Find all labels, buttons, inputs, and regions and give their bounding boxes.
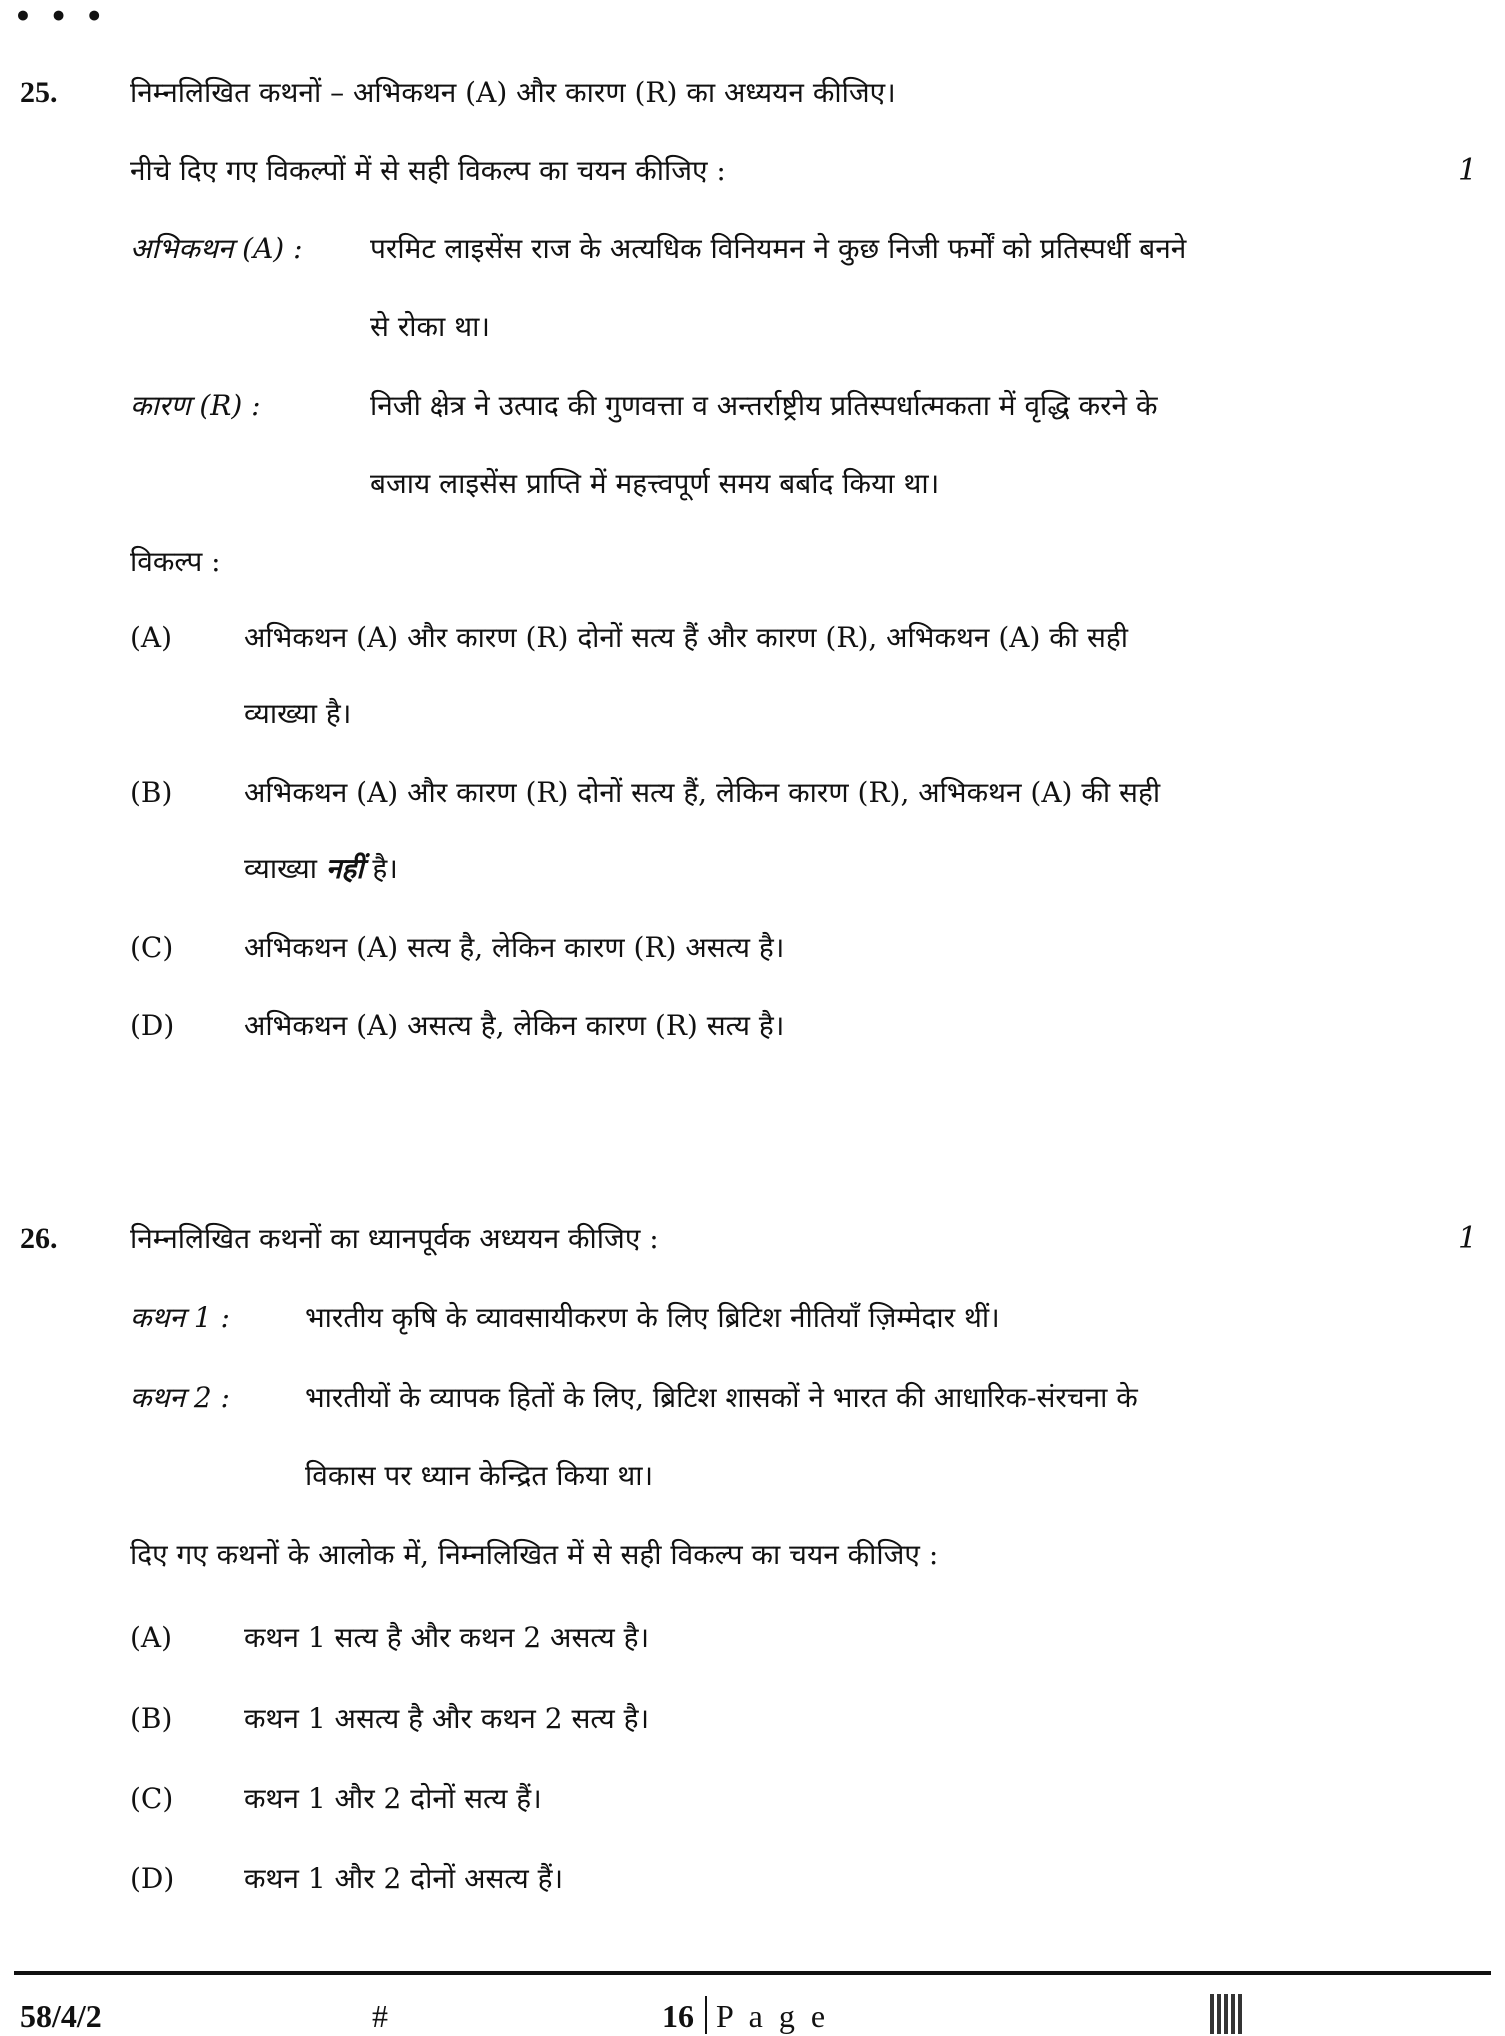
option-text: अभिकथन (A) सत्य है, लेकिन कारण (R) असत्य है। — [244, 931, 785, 964]
option-text — [244, 851, 398, 887]
paper-code: 58/4/2 — [20, 1998, 102, 2034]
statement2-text: विकास पर ध्यान केन्द्रित किया था। — [305, 1459, 654, 1492]
option-key: (C) — [130, 931, 174, 964]
ellipsis-marker: • • • — [14, 0, 108, 33]
option-text: अभिकथन (A) असत्य है, लेकिन कारण (R) सत्य है। — [244, 1009, 785, 1042]
marks: 1 — [1458, 1221, 1478, 1256]
question-instruction: दिए गए कथनों के आलोक में, निम्नलिखित में से सही विकल्प का चयन कीजिए : — [130, 1538, 939, 1571]
option-text-part: है। — [363, 852, 398, 885]
option-text: व्याख्या है। — [244, 697, 352, 730]
option-text: अभिकथन (A) और कारण (R) दोनों सत्य हैं, लेकिन कारण (R), अभिकथन (A) की सही — [244, 776, 1161, 809]
emphasis-not: नहीं — [325, 852, 364, 885]
qr-code-icon — [1210, 1994, 1244, 2034]
question-instruction: नीचे दिए गए विकल्पों में से सही विकल्प का चयन कीजिए : — [130, 154, 726, 187]
option-key: (C) — [130, 1782, 174, 1815]
footer-divider — [14, 1971, 1491, 1975]
statement1-text: भारतीय कृषि के व्यावसायीकरण के लिए ब्रिटिश नीतियाँ ज़िम्मेदार थीं। — [305, 1301, 1000, 1334]
marks: 1 — [1458, 153, 1478, 188]
page-label: P a g e — [716, 1998, 830, 2034]
question-number: 26. — [20, 1222, 58, 1255]
option-text: कथन 1 असत्य है और कथन 2 सत्य है। — [244, 1702, 650, 1735]
statement1-label: कथन 1 : — [130, 1301, 230, 1334]
reason-text: निजी क्षेत्र ने उत्पाद की गुणवत्ता व अन्तर्राष्ट्रीय प्रतिस्पर्धात्मकता में वृद्धि करने के — [370, 389, 1158, 422]
option-key: (B) — [130, 1702, 173, 1735]
option-key: (B) — [130, 776, 173, 809]
statement2-label: कथन 2 : — [130, 1381, 230, 1414]
reason-label: कारण (R) : — [130, 389, 261, 422]
question-number: 25. — [20, 76, 58, 109]
option-key: (A) — [130, 1621, 173, 1654]
page-number: 16 — [662, 1998, 694, 2034]
option-text: अभिकथन (A) और कारण (R) दोनों सत्य हैं और कारण (R), अभिकथन (A) की सही — [244, 621, 1129, 654]
assertion-text: से रोका था। — [370, 310, 490, 343]
option-key: (D) — [130, 1009, 175, 1042]
option-text: कथन 1 और 2 दोनों असत्य हैं। — [244, 1862, 564, 1895]
reason-text: बजाय लाइसेंस प्राप्ति में महत्त्वपूर्ण समय बर्बाद किया था। — [370, 467, 940, 500]
hash-mark: # — [372, 1998, 388, 2034]
option-text: कथन 1 और 2 दोनों सत्य हैं। — [244, 1782, 542, 1815]
assertion-label: अभिकथन (A) : — [130, 232, 303, 265]
option-key: (D) — [130, 1862, 175, 1895]
assertion-text: परमिट लाइसेंस राज के अत्यधिक विनियमन ने कुछ निजी फर्मों को प्रतिस्पर्धी बनने — [370, 232, 1187, 265]
question-intro: निम्नलिखित कथनों का ध्यानपूर्वक अध्ययन कीजिए : — [130, 1222, 659, 1255]
options-label: विकल्प : — [130, 545, 221, 578]
statement2-text: भारतीयों के व्यापक हितों के लिए, ब्रिटिश शासकों ने भारत की आधारिक-संरचना के — [305, 1381, 1138, 1414]
question-intro: निम्नलिखित कथनों – अभिकथन (A) और कारण (R) का अध्ययन कीजिए। — [130, 76, 896, 109]
option-text: कथन 1 सत्य है और कथन 2 असत्य है। — [244, 1621, 650, 1654]
option-text-part: व्याख्या — [244, 852, 326, 885]
page-separator — [705, 1996, 707, 2034]
option-key: (A) — [130, 621, 173, 654]
